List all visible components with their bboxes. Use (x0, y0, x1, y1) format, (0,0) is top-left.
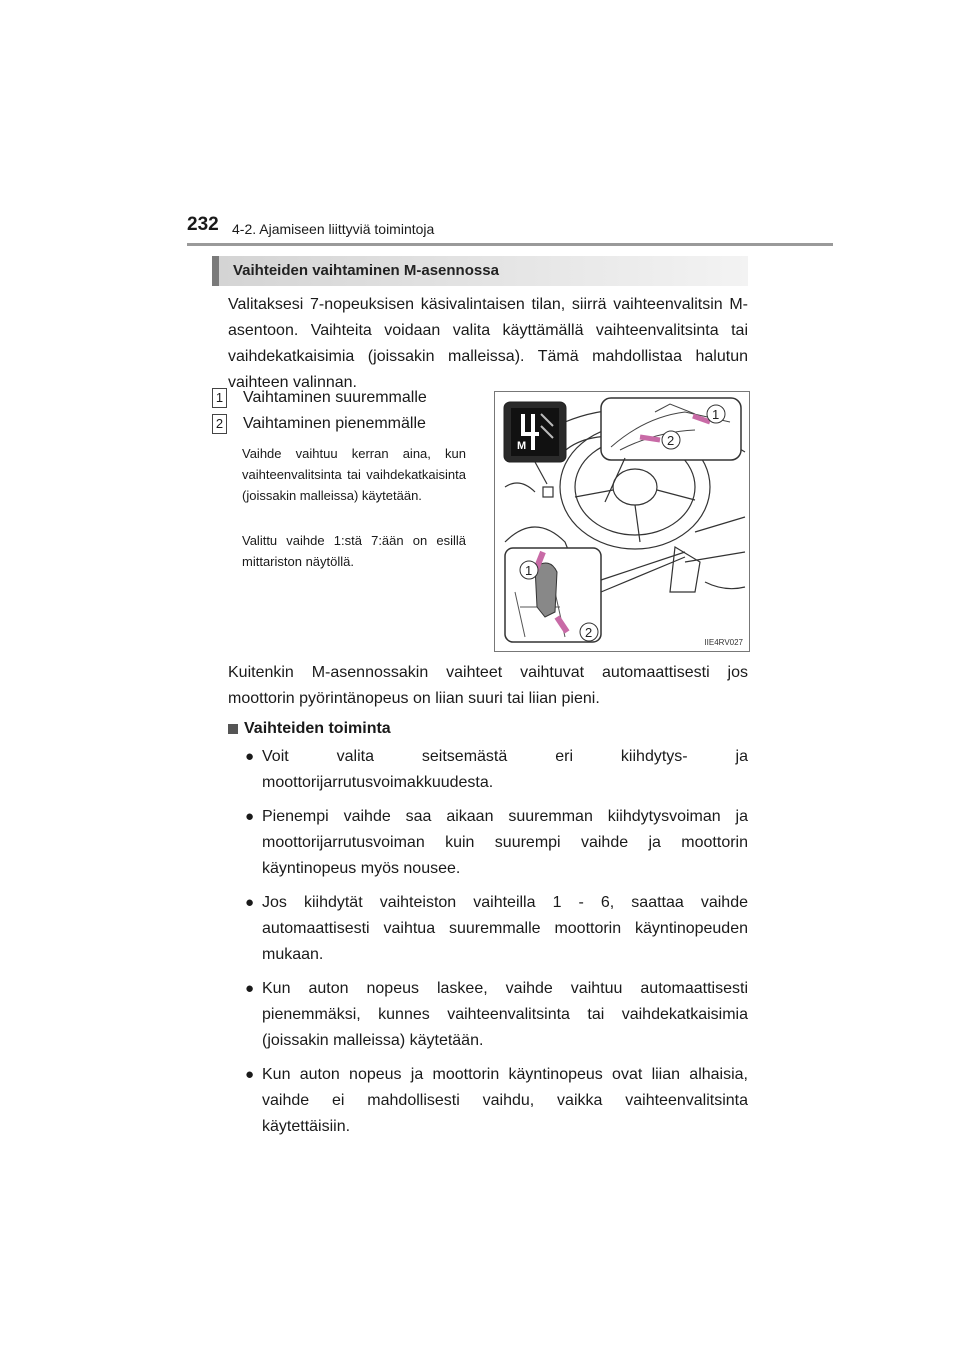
bullet-dot-icon: ● (245, 1066, 255, 1083)
step-number: 2 (212, 414, 227, 434)
step-label: Vaihtaminen pienemmälle (243, 415, 426, 432)
callout-1-paddle: 1 (712, 407, 720, 422)
bullet-dot-icon: ● (245, 748, 255, 765)
header-rule (187, 243, 833, 246)
step-label: Vaihtaminen suuremmalle (243, 389, 427, 406)
list-item: ● Kun auton nopeus ja moottorin käyntinopeus ovat liian alhaisia, vaihde ei mahdollisesti vaihdu, vaikka vaihteenvalitsinta käytettäisiin. (245, 1062, 748, 1140)
callout-2-lever: 2 (585, 625, 593, 640)
subsection-heading (228, 720, 391, 738)
step-shift-up (215, 388, 427, 408)
step-number: 1 (212, 388, 227, 408)
after-figure-paragraph: Kuitenkin M-asennossakin vaihteet vaihtuvat automaattisesti jos moottorin pyörintänopeus on liian suuri tai liian pieni. (228, 664, 748, 707)
figure-code: IIE4RV027 (704, 638, 743, 647)
list-item: ● Pienempi vaihde saa aikaan suuremman kiihdytysvoiman ja moottorijarrutusvoiman kuin suurempi vaihde ja moottorin käyntinopeus myös nousee. (245, 804, 748, 882)
bullet-dot-icon: ● (245, 894, 255, 911)
section-title: Vaihteiden vaihtaminen M-asennossa (233, 262, 499, 279)
square-bullet-icon (228, 724, 238, 734)
list-item: ● Kun auton nopeus laskee, vaihde vaihtuu automaattisesti pienemmäksi, kunnes vaihteenvalitsinta tai vaihdekatkaisimia (joissakin malleissa) käytetään. (245, 976, 748, 1054)
step-shift-down (215, 414, 426, 434)
list-item: ● Voit valita seitsemästä eri kiihdytys- ja moottorijarrutusvoimakkuudesta. (245, 744, 748, 796)
note-shift-once: Vaihde vaihtuu kerran aina, kun vaihteenvalitsinta tai vaihdekatkaisinta (joissakin malleissa) käytetään. (242, 446, 466, 503)
bullet-list (245, 744, 748, 1148)
chapter-title: 4-2. Ajamiseen liittyviä toimintoja (232, 221, 435, 237)
callout-2-paddle: 2 (667, 433, 675, 448)
intro-paragraph: Valitaksesi 7-nopeuksisen käsivalintaisen tilan, siirrä vaihteenvalitsin M-asentoon. Vaihteita voidaan valita käyttämällä vaihteenvalitsinta tai vaihdekatkaisimia (joissakin malleissa). Tämä mahdollistaa halutun vaihteen valinnan. (228, 296, 748, 391)
bullet-dot-icon: ● (245, 808, 255, 825)
section-heading-bar (212, 256, 748, 286)
page-number: 232 (187, 214, 219, 235)
callout-1-lever: 1 (525, 563, 533, 578)
list-item: ● Jos kiihdytät vaihteiston vaihteilla 1 - 6, saattaa vaihde automaattisesti vaihtua suuremmalle moottorin käyntinopeuden mukaan. (245, 890, 748, 968)
note-gear-display: Valittu vaihde 1:stä 7:ään on esillä mittariston näytöllä. (242, 533, 466, 569)
display-letter-m: M (517, 440, 527, 452)
gearshift-illustration (494, 391, 750, 652)
gearshift-drawing (495, 392, 749, 651)
bullet-dot-icon: ● (245, 980, 255, 997)
subsection-title: Vaihteiden toiminta (244, 720, 391, 737)
